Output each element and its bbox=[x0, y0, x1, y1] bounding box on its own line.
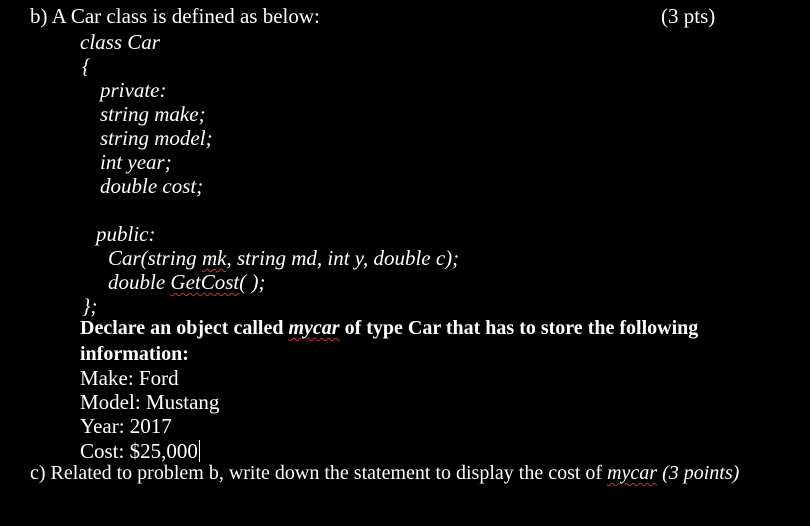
member-model: string model; bbox=[100, 126, 213, 150]
info-year: Year: 2017 bbox=[80, 414, 172, 438]
question-c-text bbox=[30, 463, 739, 483]
getcost-suffix: ( ); bbox=[239, 270, 266, 294]
declare-instruction-line1 bbox=[80, 318, 698, 338]
member-make: string make; bbox=[100, 102, 206, 126]
spellcheck-word-mycar-c: mycar bbox=[607, 462, 658, 484]
getcost-declaration bbox=[108, 272, 265, 293]
question-b-heading: b) A Car class is defined as below: bbox=[30, 4, 320, 28]
info-cost-line[interactable] bbox=[80, 440, 200, 462]
question-c-points: (3 points) bbox=[657, 462, 740, 484]
question-b-points: (3 pts) bbox=[661, 4, 716, 28]
declare-prefix: Declare an object called bbox=[80, 317, 289, 339]
constructor-declaration bbox=[108, 248, 459, 269]
spellcheck-word-mycar: mycar bbox=[288, 317, 340, 339]
public-label: public: bbox=[96, 222, 156, 246]
constructor-prefix: Car(string bbox=[108, 246, 202, 270]
declare-suffix: of type Car that has to store the following bbox=[339, 317, 699, 339]
member-cost: double cost; bbox=[100, 174, 204, 198]
info-make: Make: Ford bbox=[80, 366, 179, 390]
private-label: private: bbox=[100, 78, 167, 102]
spellcheck-word-getcost: GetCost bbox=[170, 270, 240, 294]
class-declaration: class Car bbox=[80, 30, 160, 54]
open-brace: { bbox=[82, 54, 91, 78]
member-year: int year; bbox=[100, 150, 172, 174]
close-brace: }; bbox=[82, 294, 98, 318]
spellcheck-word-mk: mk bbox=[201, 246, 227, 270]
question-c-prefix: c) Related to problem b, write down the statement to display the cost of bbox=[30, 462, 608, 484]
text-cursor bbox=[199, 440, 200, 462]
getcost-prefix: double bbox=[108, 270, 171, 294]
constructor-suffix: , string md, int y, double c); bbox=[226, 246, 460, 270]
info-cost: Cost: $25,000 bbox=[80, 439, 198, 463]
declare-instruction-line2: information: bbox=[80, 343, 189, 365]
info-model: Model: Mustang bbox=[80, 390, 220, 414]
